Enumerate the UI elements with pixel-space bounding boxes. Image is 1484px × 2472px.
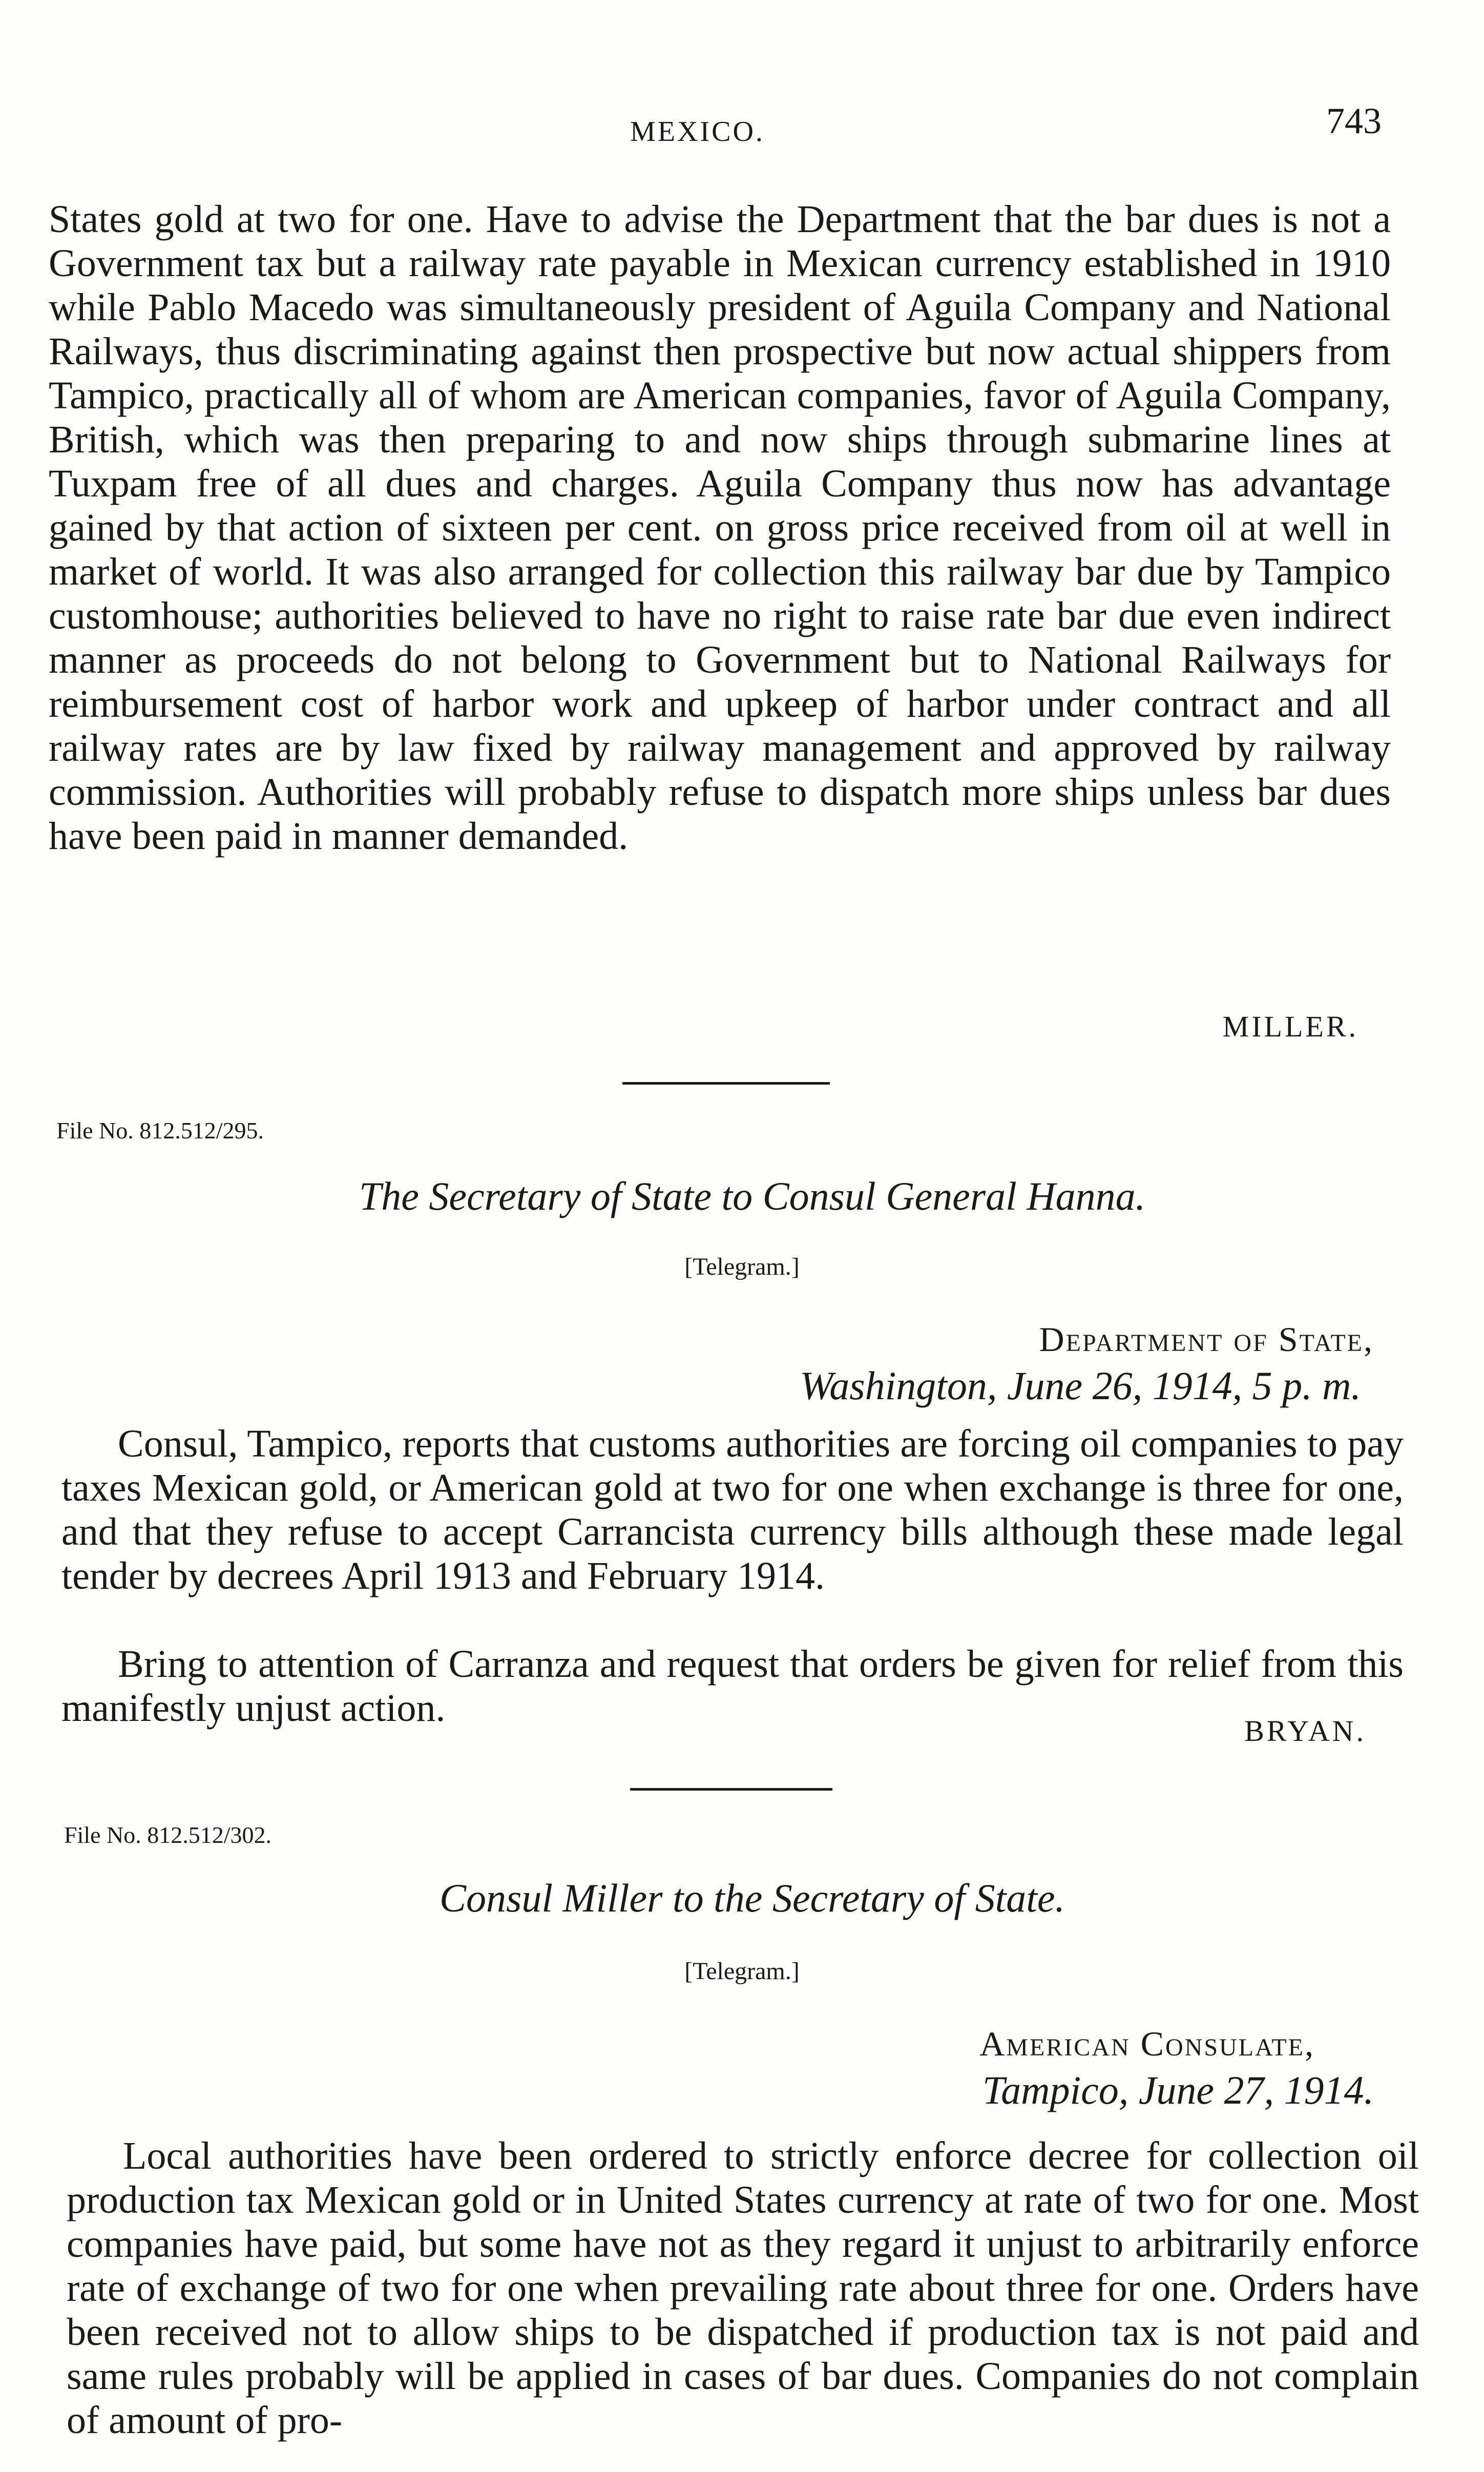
paragraph: Local authorities have been ordered to strictly enforce decree for collection oil production tax Mexican gold or in United States currency at rate of two for one. Most companies have paid, but some have not as they regard it unjust to arbitrarily enforce rate of exchange of two for one when prevailing rate about three for one. Orders have been received not to allow ships to be dispatched if production tax is not paid and same rules probably will be applied in cases of bar dues. Companies do not complain of amount of pro- (67, 2134, 1419, 2442)
paragraph: Bring to attention of Carranza and request that orders be given for relief from this manifestly unjust action. (61, 1643, 1404, 1730)
section-divider (622, 1082, 830, 1085)
sender-office: Department of State, (1039, 1320, 1374, 1359)
document-type: [Telegram.] (684, 1958, 800, 1985)
file-number: File No. 812.512/295. (56, 1117, 264, 1144)
document-title: Consul Miller to the Secretary of State. (439, 1876, 1065, 1920)
signature-bryan: BRYAN. (1244, 1714, 1366, 1748)
running-head: MEXICO. (630, 116, 765, 148)
paragraph: Consul, Tampico, reports that customs authorities are forcing oil companies to pay taxes Mexican gold, or American gold at two for one when exchange is three for one, and that they refuse to accept Carrancista currency bills although these made legal tender by decrees April 1913 and February 1914. (61, 1422, 1404, 1597)
document-title: The Secretary of State to Consul General Hanna. (359, 1174, 1146, 1218)
section-divider (630, 1788, 832, 1791)
file-number: File No. 812.512/302. (64, 1822, 272, 1848)
continued-body: States gold at two for one. Have to advise the Department that the bar dues is not a Government tax but a railway rate payable in Mexican currency established in 1910 while Pablo Macedo was simultaneously president of Aguila Company and National Railways, thus discriminating against then prospective but now actual shippers from Tampico, practically all of whom are American companies, favor of Aguila Company, British, which was then preparing to and now ships through submarine lines at Tuxpam free of all dues and charges. Aguila Company thus now has advantage gained by that action of sixteen per cent. on gross price received from oil at well in market of world. It was also arranged for collection this railway bar due by Tampico customhouse; authorities believed to have no right to raise rate bar due even indirect manner as proceeds do not belong to Government but to National Railways for reimbursement cost of harbor work and upkeep of harbor under contract and all railway rates are by law fixed by railway management and approved by railway commission. Authorities will probably refuse to dispatch more ships unless bar dues have been paid in manner demanded. (49, 198, 1391, 858)
document-type: [Telegram.] (684, 1253, 800, 1280)
sender-office: American Consulate, (979, 2024, 1315, 2063)
dateline: Washington, June 26, 1914, 5 p. m. (800, 1363, 1361, 1408)
dateline: Tampico, June 27, 1914. (982, 2068, 1374, 2112)
signature-miller: MILLER. (1222, 1010, 1358, 1043)
page-number: 743 (1326, 100, 1382, 141)
